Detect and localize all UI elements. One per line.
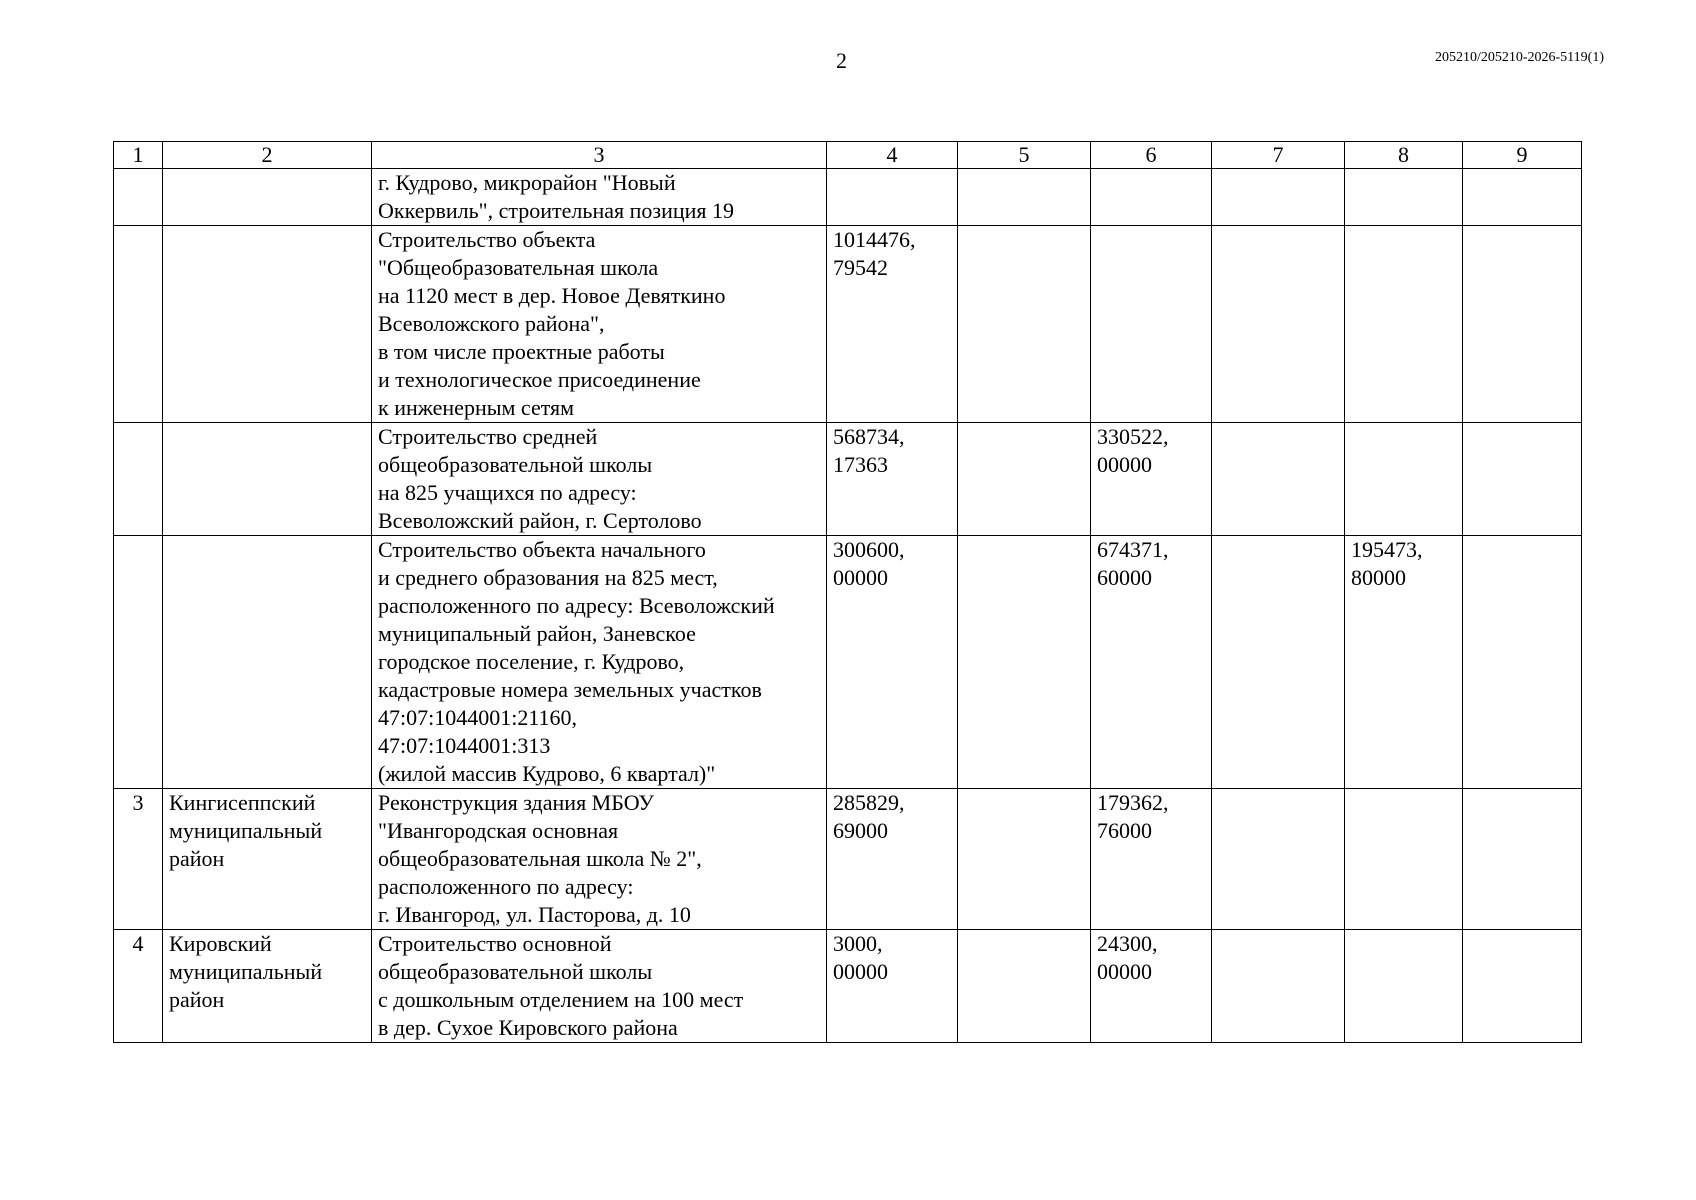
value-cell: [1345, 789, 1463, 930]
column-header: 7: [1212, 142, 1345, 169]
value-cell: [958, 930, 1091, 1043]
row-number-cell: [114, 423, 163, 536]
value-cell: 1014476, 79542: [827, 226, 958, 423]
table-row: [114, 930, 1582, 1043]
value-cell: [1212, 169, 1345, 226]
district-cell: Кировский муниципальный район: [163, 930, 372, 1043]
value-cell: [1212, 423, 1345, 536]
value-cell: 300600, 00000: [827, 536, 958, 789]
object-description-cell: Строительство объекта начального и среднего образования на 825 мест, расположенного по адресу: Всеволожский муниципальный район, Заневское городское поселение, г. Кудрово, кадастровые номера земельных участков 47:07:1044001:21160, 47:07:1044001:313 (жилой массив Кудрово, 6 квартал)": [372, 536, 827, 789]
table-row: [114, 169, 1582, 226]
table-row: [114, 789, 1582, 930]
table-row: [114, 423, 1582, 536]
object-description-cell: Строительство средней общеобразовательной школы на 825 учащихся по адресу: Всеволожский район, г. Сертолово: [372, 423, 827, 536]
object-description-cell: Реконструкция здания МБОУ "Ивангородская основная общеобразовательная школа № 2", расположенного по адресу: г. Ивангород, ул. Пасторова, д. 10: [372, 789, 827, 930]
value-cell: [827, 169, 958, 226]
value-cell: 195473, 80000: [1345, 536, 1463, 789]
value-cell: [1212, 536, 1345, 789]
district-cell: [163, 169, 372, 226]
row-number-cell: [114, 536, 163, 789]
district-cell: [163, 226, 372, 423]
column-header: 1: [114, 142, 163, 169]
row-number-cell: 3: [114, 789, 163, 930]
value-cell: [1091, 226, 1212, 423]
value-cell: [1091, 169, 1212, 226]
value-cell: [958, 169, 1091, 226]
column-header: 9: [1463, 142, 1582, 169]
document-code: 205210/205210-2026-5119(1): [1434, 50, 1604, 65]
object-description-cell: Строительство основной общеобразовательной школы с дошкольным отделением на 100 мест в дер. Сухое Кировского района: [372, 930, 827, 1043]
row-number-cell: [114, 169, 163, 226]
value-cell: [1463, 536, 1582, 789]
value-cell: [1463, 930, 1582, 1043]
value-cell: 24300, 00000: [1091, 930, 1212, 1043]
value-cell: [1463, 169, 1582, 226]
value-cell: [1212, 226, 1345, 423]
value-cell: [1212, 789, 1345, 930]
column-header: 5: [958, 142, 1091, 169]
column-header: 2: [163, 142, 372, 169]
object-description-cell: г. Кудрово, микрорайон "Новый Оккервиль", строительная позиция 19: [372, 169, 827, 226]
value-cell: 568734, 17363: [827, 423, 958, 536]
value-cell: [1345, 226, 1463, 423]
value-cell: [1345, 169, 1463, 226]
district-cell: [163, 536, 372, 789]
district-cell: Кингисеппский муниципальный район: [163, 789, 372, 930]
table-header-row: [114, 142, 1582, 169]
column-header: 8: [1345, 142, 1463, 169]
value-cell: [958, 789, 1091, 930]
value-cell: 330522, 00000: [1091, 423, 1212, 536]
value-cell: [958, 536, 1091, 789]
value-cell: 674371, 60000: [1091, 536, 1212, 789]
column-header: 4: [827, 142, 958, 169]
row-number-cell: [114, 226, 163, 423]
column-header: 6: [1091, 142, 1212, 169]
value-cell: [958, 226, 1091, 423]
value-cell: [1345, 930, 1463, 1043]
object-description-cell: Строительство объекта "Общеобразовательная школа на 1120 мест в дер. Новое Девяткино Всеволожского района", в том числе проектные работы и технологическое присоединение к инженерным сетям: [372, 226, 827, 423]
value-cell: [1463, 789, 1582, 930]
value-cell: [1463, 423, 1582, 536]
table-row: [114, 226, 1582, 423]
table-row: [114, 536, 1582, 789]
row-number-cell: 4: [114, 930, 163, 1043]
value-cell: [1463, 226, 1582, 423]
page-number: 2: [836, 48, 847, 73]
value-cell: [1212, 930, 1345, 1043]
value-cell: [958, 423, 1091, 536]
data-table: [113, 141, 1582, 1043]
value-cell: [1345, 423, 1463, 536]
district-cell: [163, 423, 372, 536]
value-cell: 179362, 76000: [1091, 789, 1212, 930]
column-header: 3: [372, 142, 827, 169]
value-cell: 3000, 00000: [827, 930, 958, 1043]
value-cell: 285829, 69000: [827, 789, 958, 930]
